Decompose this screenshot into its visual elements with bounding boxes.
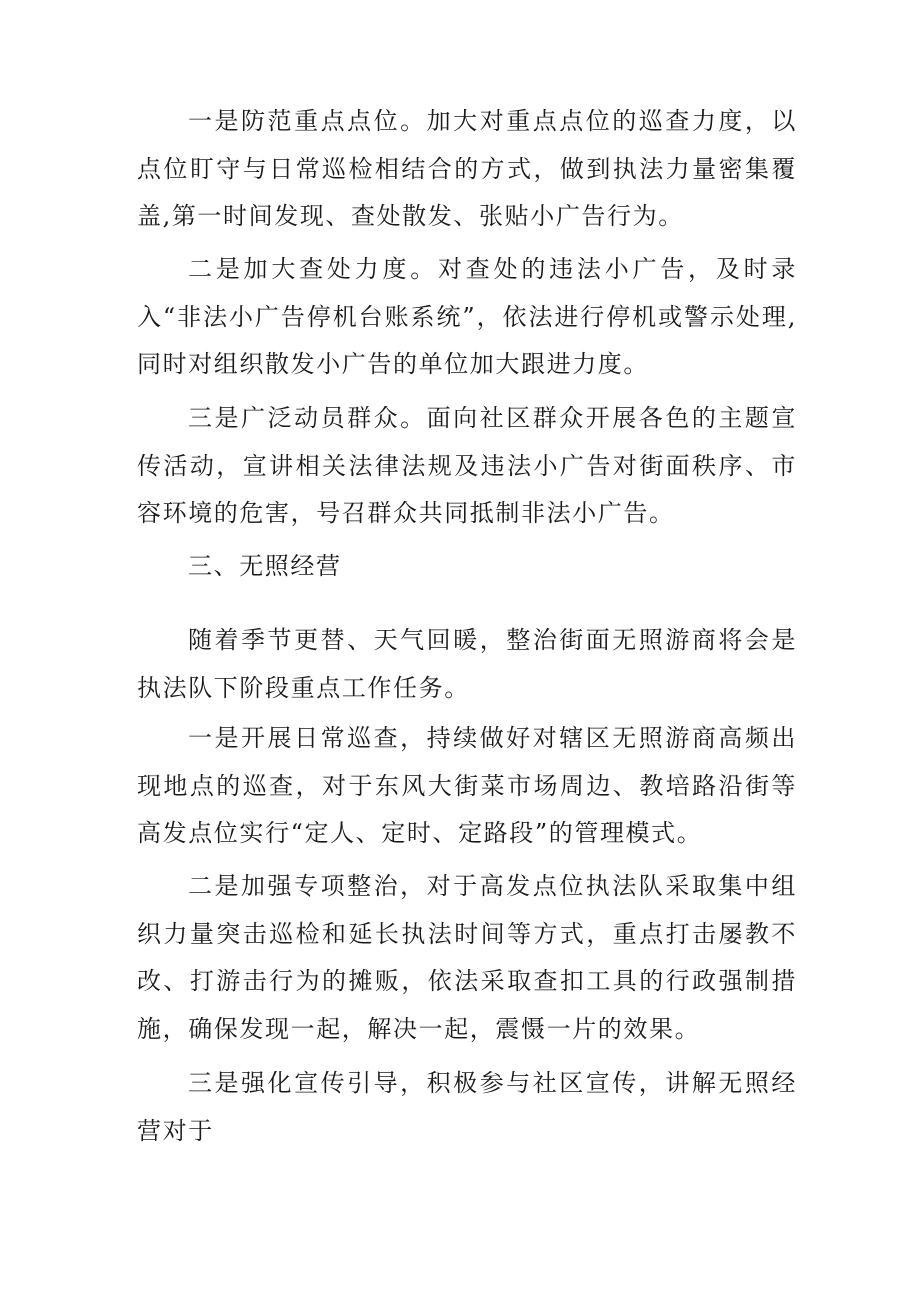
paragraph-publicity-guidance: 三是强化宣传引导，积极参与社区宣传，讲解无照经营对于	[137, 1069, 797, 1145]
paragraph-increase-enforcement: 二是加大查处力度。对查处的违法小广告，及时录入“非法小广告停机台账系统”，依法进行停机或警示处理,同时对组织散发小广告的单位加大跟进力度。	[137, 255, 797, 378]
paragraph-season-change: 随着季节更替、天气回暖，整治街面无照游商将会是执法队下阶段重点工作任务。	[137, 626, 797, 702]
section-heading-unlicensed-business: 三、无照经营	[188, 552, 342, 580]
paragraph-mobilize-public: 三是广泛动员群众。面向社区群众开展各色的主题宣传活动，宣讲相关法律法规及违法小广告对街面秩序、市容环境的危害，号召群众共同抵制非法小广告。	[137, 404, 797, 527]
paragraph-special-rectification: 二是加强专项整治，对于高发点位执法队采取集中组织力量突击巡检和延长执法时间等方式，重点打击屡教不改、打游击行为的摊贩，依法采取查扣工具的行政强制措施，确保发现一起，解决一起，震慑一片的效果。	[137, 872, 797, 1043]
paragraph-prevent-key-points: 一是防范重点点位。加大对重点点位的巡查力度，以点位盯守与日常巡检相结合的方式，做到执法力量密集覆盖,第一时间发现、查处散发、张贴小广告行为。	[137, 107, 797, 230]
paragraph-daily-patrol: 一是开展日常巡查，持续做好对辖区无照游商高频出现地点的巡查，对于东风大街菜市场周边、教培路沿街等高发点位实行“定人、定时、定路段”的管理模式。	[137, 724, 797, 847]
